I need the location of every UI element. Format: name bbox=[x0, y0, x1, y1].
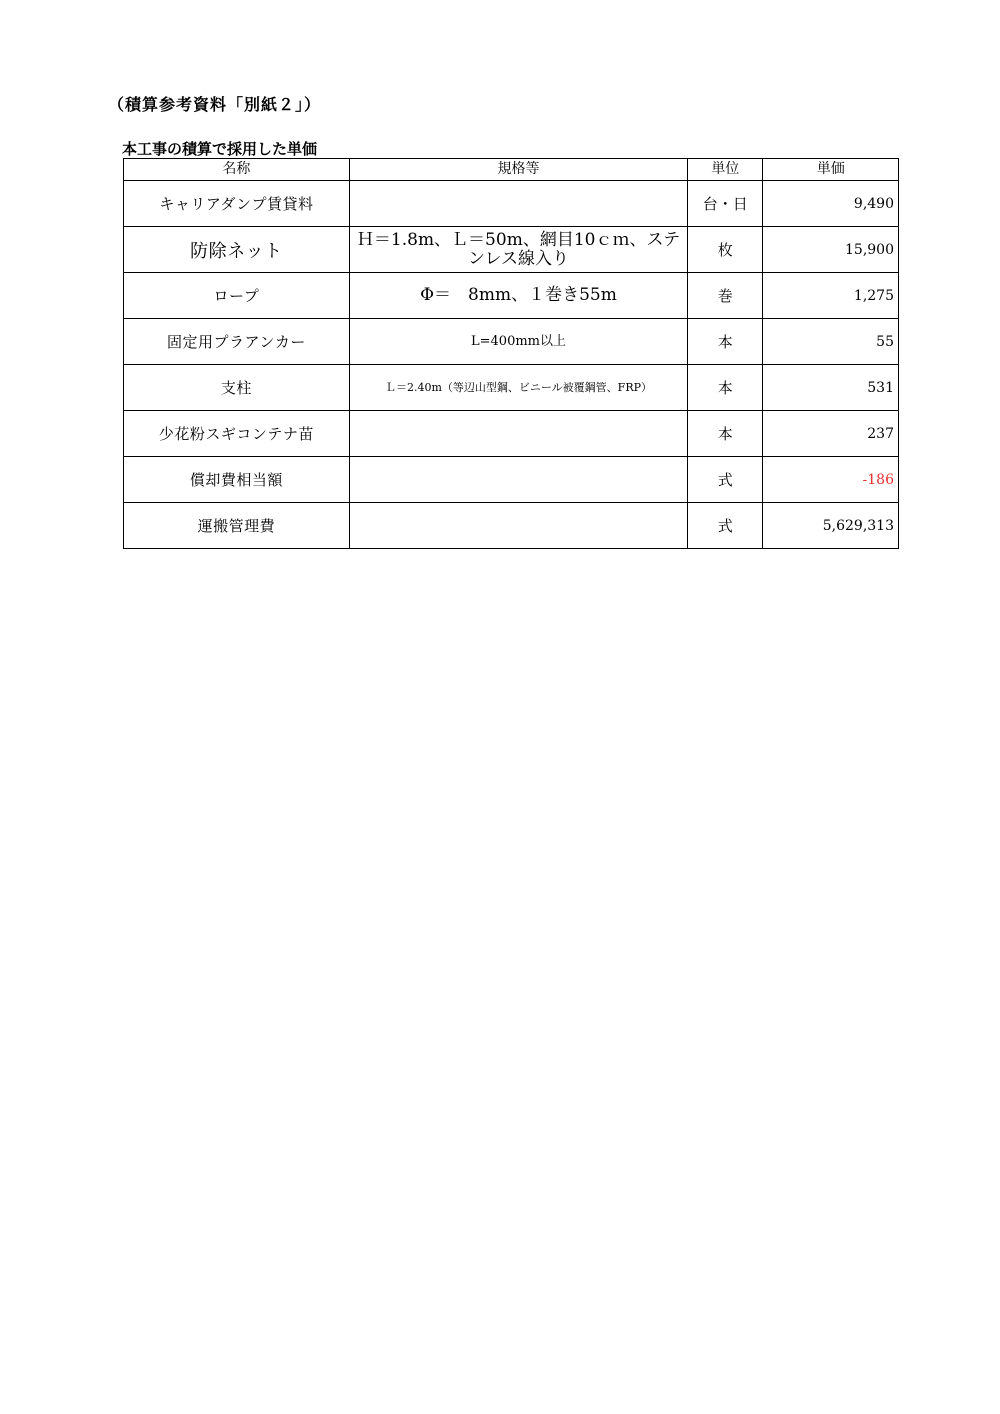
table-row bbox=[124, 365, 899, 411]
table-row bbox=[124, 503, 899, 549]
item-name: 運搬管理費 bbox=[124, 503, 350, 549]
table-row bbox=[124, 457, 899, 503]
item-price-negative: -186 bbox=[763, 457, 899, 503]
table-row bbox=[124, 411, 899, 457]
item-spec bbox=[349, 457, 687, 503]
document-title: （積算参考資料「別紙２」） bbox=[108, 95, 322, 114]
unit-price-table bbox=[123, 158, 899, 549]
table-row bbox=[124, 319, 899, 365]
header-name: 名称 bbox=[124, 159, 350, 181]
item-spec bbox=[349, 181, 687, 227]
item-price: 1,275 bbox=[763, 273, 899, 319]
item-price: 237 bbox=[763, 411, 899, 457]
item-name: 防除ネット bbox=[124, 227, 350, 273]
header-spec: 規格等 bbox=[349, 159, 687, 181]
table-caption: 本工事の積算で採用した単価 bbox=[122, 140, 318, 158]
item-name: ロープ bbox=[124, 273, 350, 319]
item-price: 15,900 bbox=[763, 227, 899, 273]
header-unit: 単位 bbox=[688, 159, 763, 181]
item-unit: 本 bbox=[688, 319, 763, 365]
item-price: 5,629,313 bbox=[763, 503, 899, 549]
item-name: キャリアダンプ賃貸料 bbox=[124, 181, 350, 227]
item-name: 固定用プラアンカー bbox=[124, 319, 350, 365]
item-name: 少花粉スギコンテナ苗 bbox=[124, 411, 350, 457]
item-unit: 本 bbox=[688, 365, 763, 411]
item-spec: L=400mm以上 bbox=[349, 319, 687, 365]
item-unit: 本 bbox=[688, 411, 763, 457]
item-unit: 式 bbox=[688, 503, 763, 549]
item-spec: Φ＝ 8mm、１巻き55m bbox=[349, 273, 687, 319]
item-price: 531 bbox=[763, 365, 899, 411]
item-spec: Ｈ＝1.8m、Ｌ＝50m、網目10ｃｍ、ステンレス線入り bbox=[349, 227, 687, 273]
table-row bbox=[124, 273, 899, 319]
table-row bbox=[124, 227, 899, 273]
item-unit: 枚 bbox=[688, 227, 763, 273]
item-unit: 式 bbox=[688, 457, 763, 503]
item-spec bbox=[349, 411, 687, 457]
item-price: 55 bbox=[763, 319, 899, 365]
item-name: 支柱 bbox=[124, 365, 350, 411]
header-price: 単価 bbox=[763, 159, 899, 181]
item-spec bbox=[349, 503, 687, 549]
item-name: 償却費相当額 bbox=[124, 457, 350, 503]
item-spec: Ｌ＝2.40m（等辺山型鋼、ビニール被覆鋼管、FRP） bbox=[349, 365, 687, 411]
table-row bbox=[124, 181, 899, 227]
table-header-row bbox=[124, 159, 899, 181]
item-price: 9,490 bbox=[763, 181, 899, 227]
item-unit: 台・日 bbox=[688, 181, 763, 227]
item-unit: 巻 bbox=[688, 273, 763, 319]
